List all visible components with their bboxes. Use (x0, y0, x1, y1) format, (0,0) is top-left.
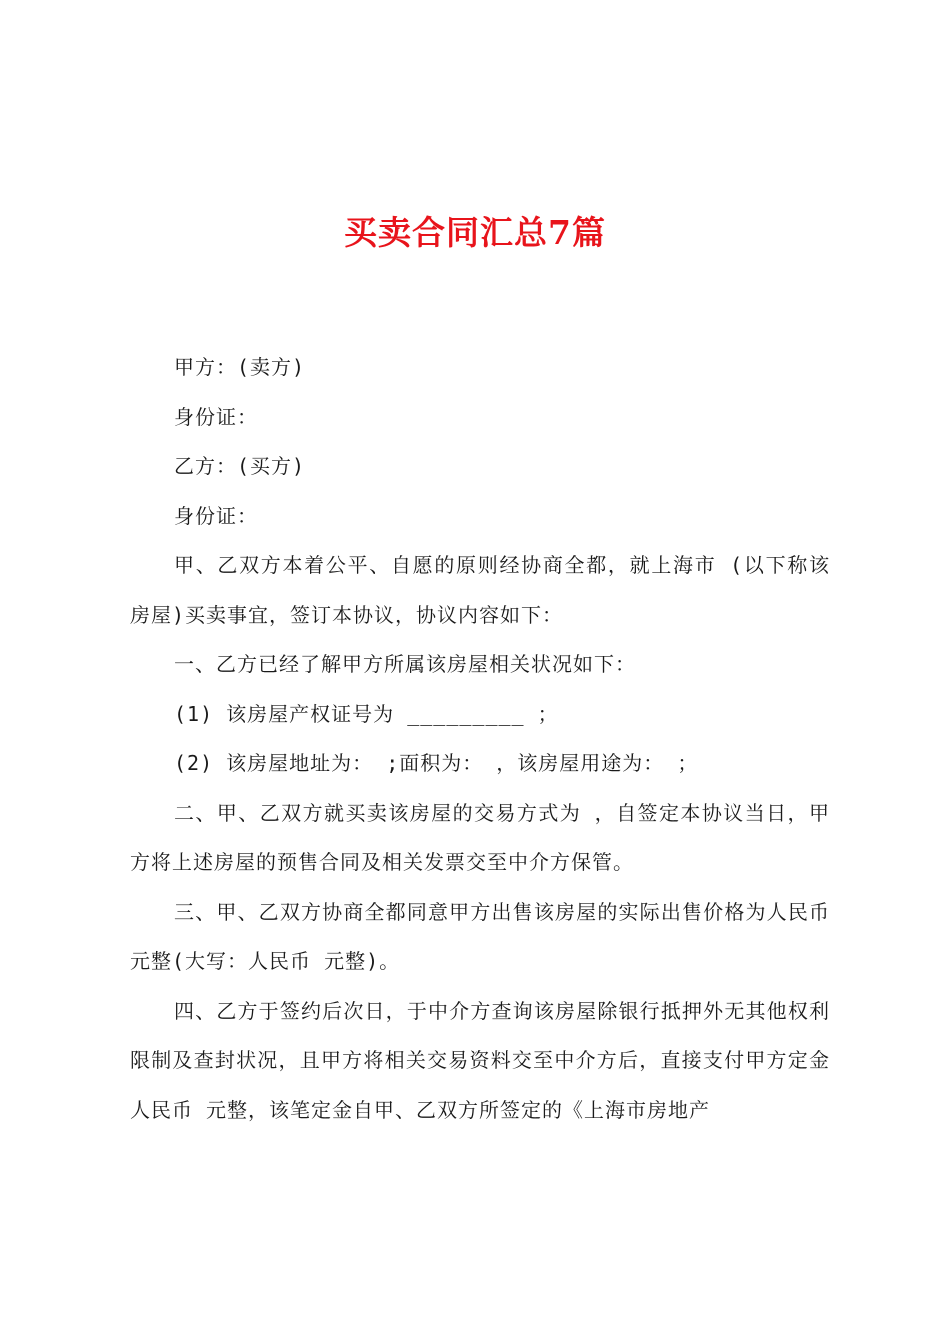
party-a-id-line: 身份证： (174, 404, 258, 429)
clause-one-heading: 一、乙方已经了解甲方所属该房屋相关状况如下： (174, 652, 636, 676)
clause-one-item-1: (1) 该房屋产权证号为 _________ ； (174, 701, 559, 726)
clause-two-paragraph: 二、甲、乙双方就买卖该房屋的交易方式为 ，自签定本协议当日，甲方将上述房屋的预售合同及相关发票交至中介方保管。 (130, 800, 830, 874)
clause-four-paragraph: 四、乙方于签约后次日，于中介方查询该房屋除银行抵押外无其他权利限制及查封状况，且甲方将相关交易资料交至中介方后，直接支付甲方定金人民币 元整，该笔定金自甲、乙双方所签定的《上海市房地产 (130, 998, 830, 1122)
clause-one-item-2: (2) 该房屋地址为： ;面积为： ，该房屋用途为： ； (174, 751, 699, 775)
document-body (130, 343, 830, 1135)
party-a-line: 甲方：(卖方) (174, 355, 306, 379)
clause-three-paragraph: 三、甲、乙双方协商全都同意甲方出售该房屋的实际出售价格为人民币 元整(大写：人民币 元整)。 (130, 899, 830, 973)
party-b-id-line: 身份证： (174, 503, 258, 528)
preamble-paragraph: 甲、乙双方本着公平、自愿的原则经协商全都，就上海市 (以下称该房屋)买卖事宜，签订本协议，协议内容如下： (130, 553, 830, 627)
document-title: 买卖合同汇总7篇 (344, 213, 606, 252)
party-b-line: 乙方：(买方) (174, 454, 306, 478)
